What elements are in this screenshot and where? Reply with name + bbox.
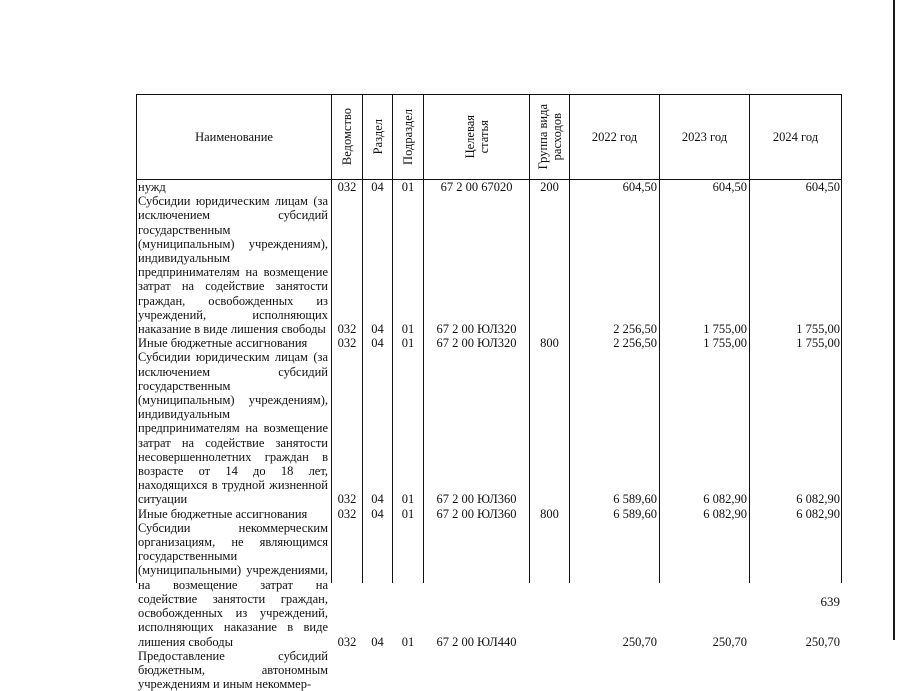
cell-subsection: 01 xyxy=(401,506,415,521)
cell-subsection: 01 xyxy=(401,634,415,649)
cell-name: Иные бюджетные ассигнования xyxy=(138,336,308,351)
table-body xyxy=(137,180,841,691)
cell-value-2023: 604,50 xyxy=(712,180,747,194)
cell-value-2024: 1 755,00 xyxy=(796,322,840,337)
cell-name: Субсидии юридическим лицам (за исключением субсидий государственным (муниципальным) учреждениям), индивидуальным предпринимателям на возмещение затрат на содействие занятости граждан, освобожденных из учреждений, исполняющих наказание в виде лишения свободы xyxy=(138,194,328,337)
cell-target-item: 67 2 00 ЮЛ320 xyxy=(436,336,517,351)
cell-value-2023: 6 082,90 xyxy=(703,492,747,507)
page-edge-line xyxy=(893,0,895,640)
header-target-item: Целевая статья xyxy=(462,115,491,159)
table-row xyxy=(137,194,841,336)
cell-value-2022: 6 589,60 xyxy=(613,492,657,507)
cell-section: 04 xyxy=(371,322,384,337)
cell-value-2022: 604,50 xyxy=(622,180,657,194)
cell-name: Субсидии некоммерческим организациям, не являющимся государственными (муниципальными) учреждениями, на возмещение затрат на содействие занятости граждан, освобожденных из учреждений, исполняющих наказание в виде лишения свободы xyxy=(138,520,328,649)
cell-target-item: 67 2 00 ЮЛ360 xyxy=(436,492,517,507)
cell-department: 032 xyxy=(337,492,357,507)
table-row xyxy=(137,180,841,194)
header-section: Раздел xyxy=(370,119,385,155)
header-year-2022: 2022 год xyxy=(591,130,638,144)
cell-section: 04 xyxy=(371,634,384,649)
cell-subsection: 01 xyxy=(401,322,415,337)
cell-section: 04 xyxy=(371,506,384,521)
cell-value-2023: 1 755,00 xyxy=(703,336,747,351)
cell-section: 04 xyxy=(371,492,384,507)
cell-target-item: 67 2 00 67020 xyxy=(440,180,513,194)
cell-name: Предоставление субсидий бюджетным, автономным учреждениям и иным некоммер- xyxy=(138,648,328,691)
page-number: 639 xyxy=(820,594,840,609)
cell-name: Иные бюджетные ассигнования xyxy=(138,506,308,521)
header-year-2024: 2024 год xyxy=(772,130,819,144)
cell-subsection: 01 xyxy=(401,492,415,507)
cell-value-2024: 250,70 xyxy=(805,634,840,649)
cell-target-item: 67 2 00 ЮЛ440 xyxy=(436,634,517,649)
cell-value-2022: 2 256,50 xyxy=(613,336,657,351)
cell-target-item: 67 2 00 ЮЛ320 xyxy=(436,322,517,337)
cell-value-2024: 6 082,90 xyxy=(796,506,840,521)
cell-value-2023: 1 755,00 xyxy=(703,322,747,337)
table-row xyxy=(137,649,841,691)
cell-department: 032 xyxy=(337,336,357,351)
cell-value-2022: 250,70 xyxy=(622,634,657,649)
cell-value-2024: 6 082,90 xyxy=(796,492,840,507)
cell-value-2022: 6 589,60 xyxy=(613,506,657,521)
cell-department: 032 xyxy=(337,506,357,521)
cell-expense-group: 800 xyxy=(540,336,559,351)
cell-value-2023: 6 082,90 xyxy=(703,506,747,521)
table-row xyxy=(137,507,841,521)
header-expense-group: Группа вида расходов xyxy=(535,104,564,170)
cell-department: 032 xyxy=(337,322,357,337)
cell-subsection: 01 xyxy=(401,180,415,194)
cell-name: нужд xyxy=(138,180,166,194)
cell-value-2023: 250,70 xyxy=(712,634,747,649)
cell-value-2022: 2 256,50 xyxy=(613,322,657,337)
header-name: Наименование xyxy=(195,130,273,144)
table-row xyxy=(137,521,841,649)
header-department: Ведомство xyxy=(340,108,354,166)
cell-expense-group: 200 xyxy=(540,180,559,194)
cell-section: 04 xyxy=(371,336,384,351)
header-subsection: Подраздел xyxy=(401,109,415,165)
cell-value-2024: 604,50 xyxy=(805,180,840,194)
table-row xyxy=(137,350,841,506)
cell-target-item: 67 2 00 ЮЛ360 xyxy=(436,506,517,521)
cell-department: 032 xyxy=(337,634,357,649)
cell-section: 04 xyxy=(371,180,384,194)
header-year-2023: 2023 год xyxy=(681,130,728,144)
cell-name: Субсидии юридическим лицам (за исключением субсидий государственным (муниципальным) учреждениям), индивидуальным предпринимателям на возмещение затрат на содействие занятости несовершеннолетних граждан в возрасте от 14 до 18 лет, находящихся в трудной жизненной ситуации xyxy=(138,350,328,507)
cell-department: 032 xyxy=(337,180,357,194)
cell-subsection: 01 xyxy=(401,336,415,351)
cell-expense-group: 800 xyxy=(540,506,559,521)
cell-value-2024: 1 755,00 xyxy=(796,336,840,351)
table-row xyxy=(137,336,841,350)
